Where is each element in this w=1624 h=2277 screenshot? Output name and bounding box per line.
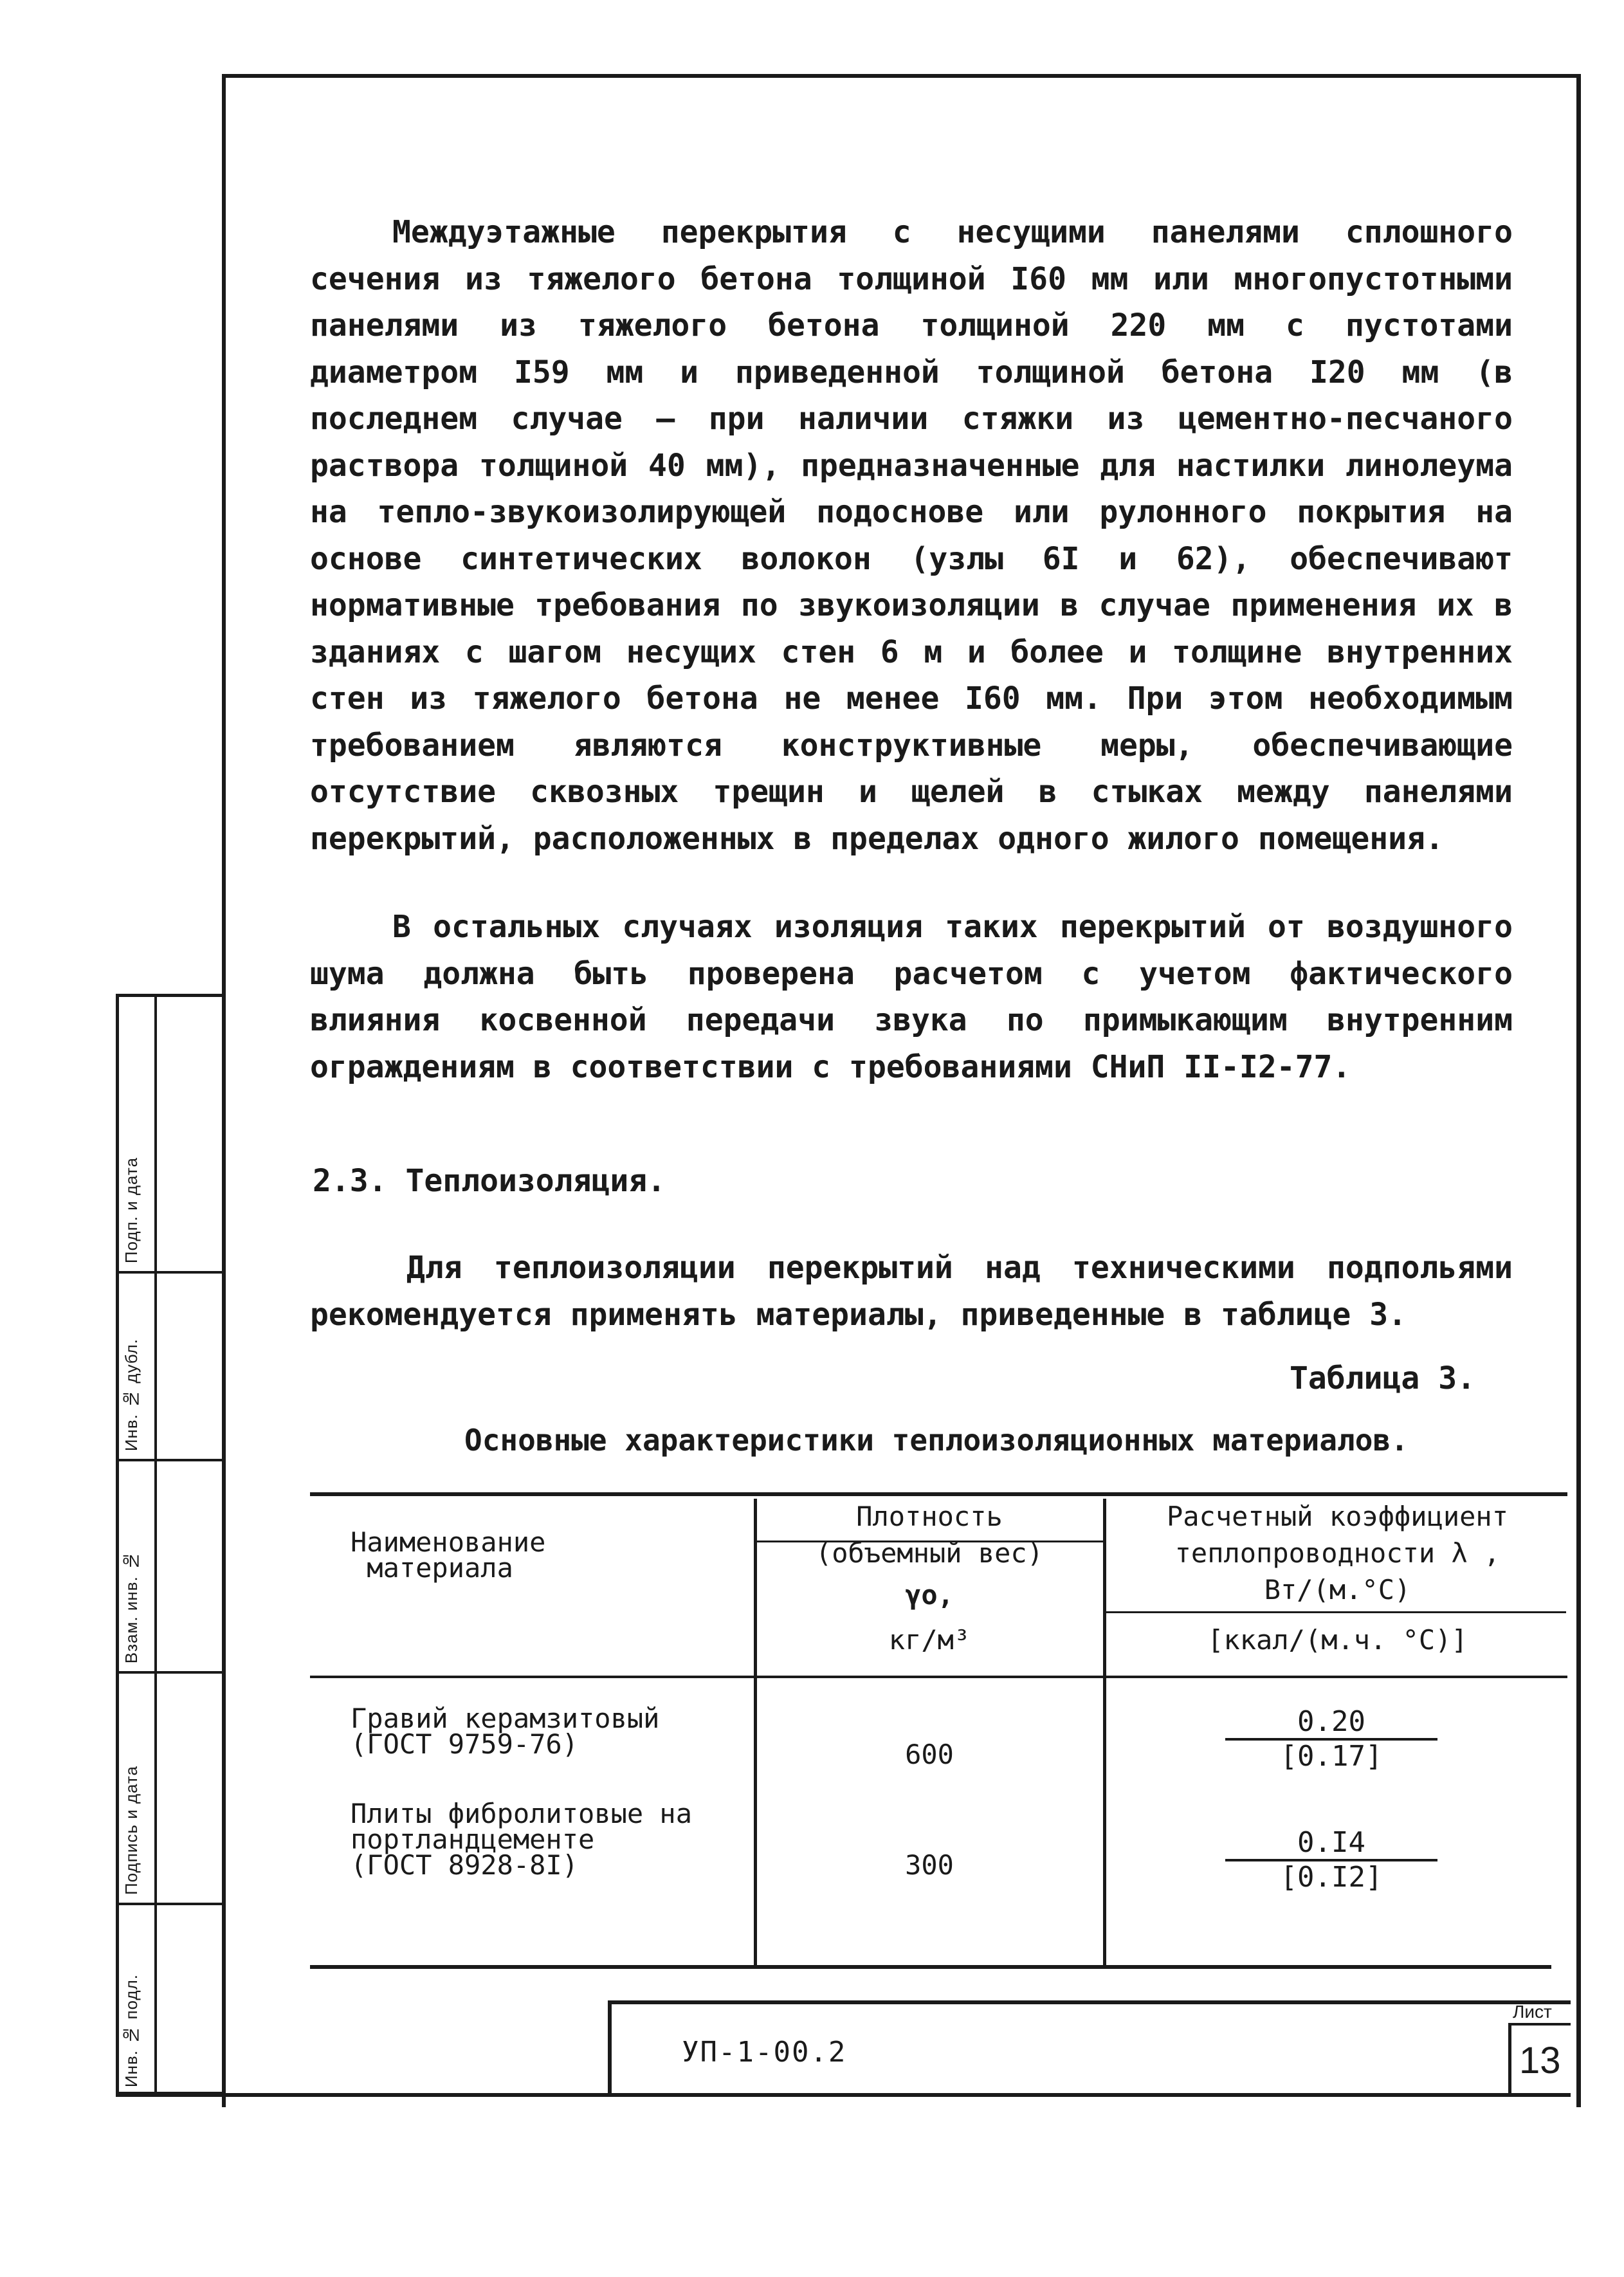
table-bottom-rule [310, 1965, 1551, 1969]
table-row-1-lambda [1225, 1706, 1437, 1773]
header-lambda-subtitle: теплопроводности λ , [1174, 1537, 1501, 1569]
header-density-volume-weight: (объемный вес) [815, 1537, 1043, 1569]
paragraph-sound-insulation: Междуэтажные перекрытия с несущими панелями сплошного сечения из тяжелого бетона толщиной I60 мм или многопустотными панелями из тяжелого бетона толщиной 220 мм с пустотами диаметром I59 мм и приведенной толщиной бетона I20 мм (в последнем случае – при наличии стяжки из цементно-песчаного раствора толщиной 40 мм), предназначенные для настилки линолеума на тепло-звукоизолирующей подоснове или рулонного покрытия на основе синтетических волокон (узлы 6I и 62), обеспечивают нормативные требования по звукоизоляции в случае применения их в зданиях с шагом несущих стен 6 м и более и толщине внутренних стен из тяжелого бетона не менее I60 мм. При этом необходимым требованием являются конструктивные меры, обеспечивающие отсутствие сквозных трещин и щелей в стыках между панелями перекрытий, расположенных в пределах одного жилого помещения. [310, 214, 1513, 857]
table-row-1-material: Гравий керамзитовый (ГОСТ 9759-76) [351, 1703, 660, 1760]
header-density-unit: кг/м³ [888, 1624, 971, 1656]
table-row-2-lambda-w: 0.I4 [1297, 1826, 1365, 1859]
table-caption: Основные характеристики теплоизоляционных материалов. [464, 1423, 1409, 1458]
side-cell-signature-date: Подпись и дата [119, 1674, 222, 1905]
header-lambda-title: Расчетный коэффициент [1166, 1501, 1508, 1532]
paragraph-other-cases: В остальных случаях изоляция таких перекрытий от воздушного шума должна быть проверена расчетом с учетом фактического влияния косвенной передачи звука по примыкающим внутренним ограждениям в соответствии с требованиями СНиП II-I2-77. [310, 909, 1513, 1085]
header-density-symbol: γo, [905, 1579, 954, 1611]
side-stamp-strip [116, 994, 222, 2095]
section-heading: 2.3. Теплоизоляция. [313, 1163, 666, 1199]
table-top-rule [310, 1492, 1567, 1496]
header-lambda-unit-w: Вт/(м.°C) [1264, 1574, 1411, 1605]
table-row-2-lambda [1225, 1827, 1437, 1894]
table-row-2-material: Плиты фибролитовые на портландцементе (ГОСТ 8928-8I) [351, 1798, 693, 1881]
table-col-divider-2 [1103, 1499, 1106, 1965]
paragraph-thermal-insulation: Для теплоизоляции перекрытий над техническими подпольями рекомендуется применять материалы, приведенные в таблице 3. [310, 1250, 1513, 1333]
table-col-divider-1 [754, 1499, 757, 1965]
sheet-label: Лист [1513, 2002, 1552, 2022]
table-row-1-lambda-w: 0.20 [1297, 1705, 1365, 1738]
table-row-1-density: 600 [905, 1739, 954, 1770]
header-density: Плотность [856, 1501, 1003, 1532]
table-col3-subrule [1103, 1611, 1566, 1613]
table-row-2-lambda-kcal: [0.I2] [1225, 1859, 1437, 1894]
sheet-number: 13 [1519, 2040, 1561, 2081]
table-row-2-density: 300 [905, 1849, 954, 1881]
table-header-rule [310, 1676, 1567, 1678]
side-cell-vzam-inv: Взам. инв. № [119, 1461, 222, 1674]
table-number: Таблица 3. [1290, 1360, 1475, 1396]
document-code: УП-1-00.2 [682, 2036, 847, 2069]
side-cell-inv-dubl: Инв. № дубл. [119, 1274, 222, 1461]
header-lambda-unit-kcal: [ккал/(м.ч. °C)] [1207, 1624, 1468, 1656]
side-cell-podp-data: Подп. и дата [119, 997, 222, 1274]
side-cell-inv-podl: Инв. № подл. [122, 1973, 141, 2087]
table-row-1-lambda-kcal: [0.17] [1225, 1738, 1437, 1773]
header-material-name: Наименование материала [351, 1526, 546, 1584]
